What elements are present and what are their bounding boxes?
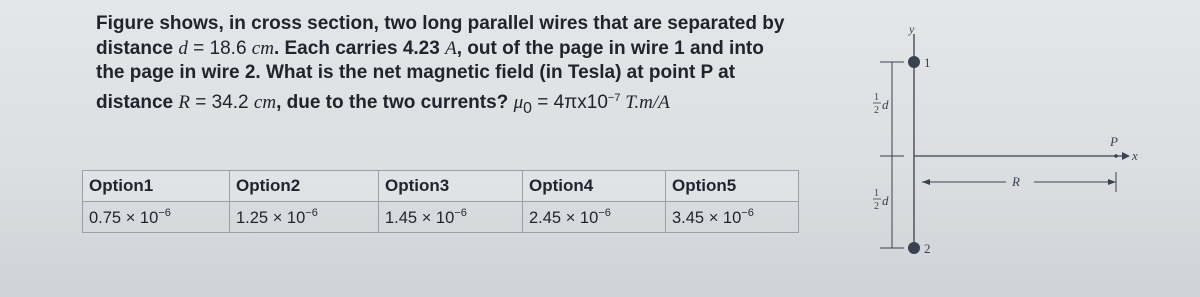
question-text [96,12,856,121]
mu-exponent: −7 [607,91,621,104]
q2-tail: , out of the page in wire 1 and into [456,37,764,59]
y-axis-label: y [909,22,915,36]
question-line-3 [96,61,856,86]
option1-value [83,202,230,233]
option2-value [230,202,379,233]
option2-header: Option2 [230,171,379,202]
option5-header: Option5 [666,171,799,202]
option3-value [379,202,523,233]
point-p-label: P [1110,134,1118,149]
options-table [82,170,799,233]
question-line-4 [96,86,856,121]
option5-exp: −6 [741,206,754,219]
question-line-1-text: Figure shows, in cross section, two long parallel wires that are separated by [96,13,785,34]
question-line-1 [96,12,856,37]
r-dim-arrow-left [922,179,930,185]
q4-pre: distance [96,91,179,113]
unit-cm-2: cm [253,91,277,113]
lower-half-d: d [882,193,889,208]
option4-value [523,202,666,233]
upper-half-denominator: 2 [874,105,879,116]
option2-base: 1.25 × 10 [236,208,306,227]
mu-equals: = 4πx10 [531,91,608,113]
lower-half-denominator: 2 [874,201,879,212]
q2-post: . Each carries 4.23 [273,37,446,59]
option3-header: Option3 [379,171,523,202]
question-line-3-text: the page in wire 2. What is the net magnetic field (in Tesla) at point P at [96,62,736,83]
unit-cm: cm [251,37,274,59]
option5-value [666,202,799,233]
option4-header: Option4 [523,171,666,202]
wire-diagram [860,22,1140,272]
options-header-row [83,171,799,202]
var-d: d [178,37,188,59]
wire2-dot [908,242,920,254]
mu-symbol: μ [513,91,524,113]
upper-half-d: d [882,97,889,112]
q2-eq: = 18.6 [187,37,252,59]
wire1-label: 1 [924,55,931,70]
x-axis-label: x [1132,148,1138,163]
options-value-row [83,202,799,233]
option1-exp: −6 [158,206,171,219]
option4-exp: −6 [598,206,611,219]
q2-pre: distance [96,37,179,59]
lower-half-numerator: 1 [874,188,879,199]
unit-amp: A [445,37,457,59]
q4-eq: = 34.2 [189,91,254,113]
r-label: R [1012,174,1020,189]
wire2-label: 2 [924,241,931,256]
var-r: R [178,91,190,113]
mu-subscript: 0 [523,99,532,117]
option4-base: 2.45 × 10 [529,208,599,227]
upper-half-numerator: 1 [874,92,879,103]
option2-exp: −6 [305,206,318,219]
wire1-dot [908,56,920,68]
x-axis-arrowhead [1122,152,1130,160]
r-dim-arrow-right [1108,179,1116,185]
q4-post: , due to the two currents? [276,91,514,113]
point-p-dot [1114,154,1118,158]
question-line-2 [96,37,856,62]
option1-base: 0.75 × 10 [89,208,159,227]
option5-base: 3.45 × 10 [672,208,742,227]
option3-exp: −6 [454,206,467,219]
mu-unit: T.m/A [620,91,670,113]
option1-header: Option1 [83,171,230,202]
option3-base: 1.45 × 10 [385,208,455,227]
